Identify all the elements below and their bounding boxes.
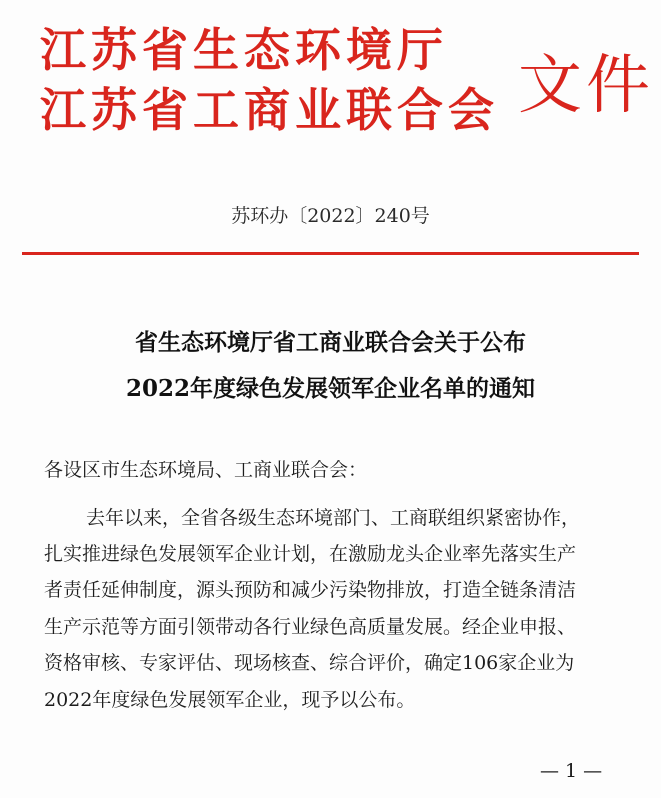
page-number: — 1 — <box>540 760 603 782</box>
document-number: 苏环办〔2022〕240号 <box>231 205 430 227</box>
document-title-line-2: 2022年度绿色发展领军企业名单的通知 <box>125 375 535 402</box>
masthead <box>40 14 654 154</box>
paragraph-line: 生产示范等方面引领带动各行业绿色高质量发展。经企业申报、 <box>44 616 577 638</box>
salutation: 各设区市生态环境局、工商业联合会： <box>44 459 368 481</box>
issuer-provincial-federation-of-industry-commerce: 江苏省工商业联合会 <box>40 83 499 137</box>
paragraph-line: 者责任延伸制度，源头预防和减少污染物排放，打造全链条清洁 <box>44 579 577 601</box>
document-type-label: 文件 <box>518 49 654 123</box>
paragraph-line: 扎实推进绿色发展领军企业计划，在激励龙头企业率先落实生产 <box>44 543 577 565</box>
paragraph-line: 去年以来，全省各级生态环境部门、工商联组织紧密协作， <box>86 507 581 529</box>
issuer-provincial-eco-environment-dept: 江苏省生态环境厅 <box>40 23 448 77</box>
document-title-line-1: 省生态环境厅省工商业联合会关于公布 <box>135 329 526 356</box>
red-separator-line <box>22 252 639 255</box>
paragraph-line: 2022年度绿色发展领军企业，现予以公布。 <box>44 689 416 711</box>
paragraph-line: 资格审核、专家评估、现场核查、综合评价，确定106家企业为 <box>44 652 575 674</box>
